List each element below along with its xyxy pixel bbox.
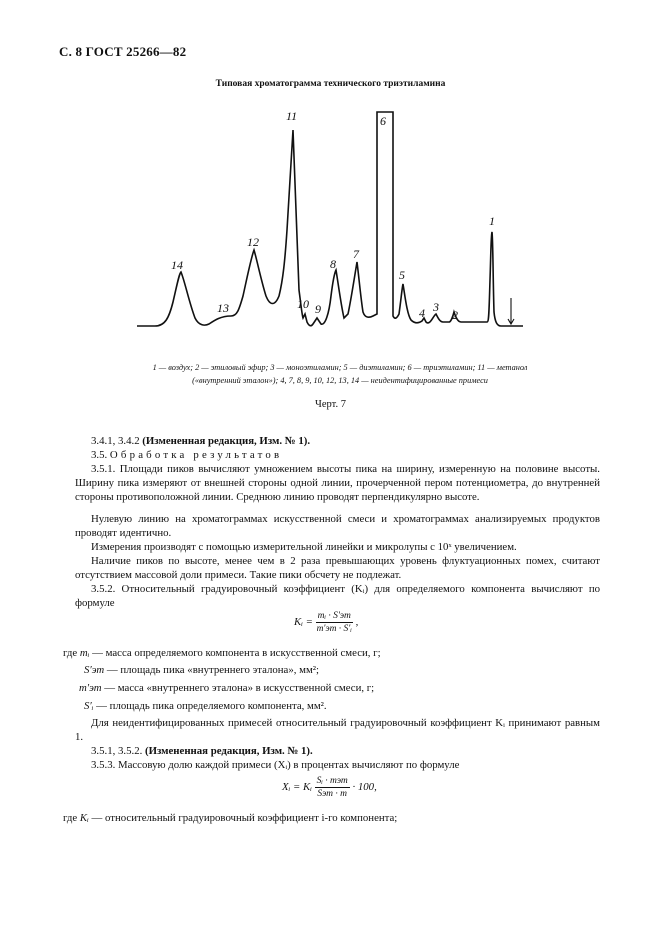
injection-marker-icon	[508, 298, 514, 324]
paragraph-3-5-1: 3.5.1. Площади пиков вычисляют умножением высоты пика на ширину, измеренную на половине высоты. Ширину пика измеряют от внешней стороны одной линии, прочерченной пером потенциометра, до внутренней стороны противоположной линии. Среднюю линию проводят перпендикулярно высоте.	[75, 463, 600, 503]
paragraph-3-5-3: 3.5.3. Массовую долю каждой примеси (Xᵢ) в процентах вычисляют по формуле	[91, 759, 460, 771]
formula-xi	[282, 776, 377, 799]
formula-numerator: Sᵢ · mэт	[316, 776, 348, 786]
formula-numerator: mᵢ · S′эт	[317, 611, 351, 621]
formula-denominator: m′эт · S′ᵢ	[316, 624, 352, 634]
caption-line: («внутренний эталон»); 4, 7, 8, 9, 10, 12, 13, 14 — неидентифицированные примеси	[192, 376, 488, 385]
peak-label-13: 13	[217, 301, 229, 315]
peak-label-12: 12	[247, 235, 259, 249]
peak-label-7: 7	[353, 247, 359, 261]
section-heading: 3.5. Обработка результатов	[91, 449, 283, 461]
formula-ki	[294, 611, 358, 634]
figure-title: Типовая хроматограмма технического триэтиламина	[215, 79, 446, 89]
chromatogram-trace	[137, 112, 523, 326]
formula-lhs: Xᵢ = Kᵢ	[282, 780, 312, 793]
paragraph-measurement: Измерения производят с помощью измерительной линейки и микролупы с 10ˣ увеличением.	[91, 541, 517, 553]
page-header: С. 8 ГОСТ 25266—82	[59, 44, 187, 59]
chromatogram	[125, 100, 545, 332]
definition-m-i: где mᵢ — масса определяемого компонента в искусственной смеси, г;	[63, 647, 381, 659]
formula-tail: · 100,	[352, 780, 377, 793]
figure-caption	[105, 361, 575, 387]
definition-k-i: где Kᵢ — относительный градуировочный коэффициент i-го компонента;	[63, 812, 398, 824]
paragraph-revision-2: 3.5.1, 3.5.2. (Измененная редакция, Изм. № 1).	[91, 745, 313, 757]
peak-label-11: 11	[286, 109, 298, 123]
definition-m-et: m′эт — масса «внутреннего эталона» в искусственной смеси, г;	[79, 682, 375, 694]
definition-s-et: S′эт — площадь пика «внутреннего эталона», мм²;	[84, 664, 320, 676]
figure-number: Черт. 7	[315, 399, 346, 410]
formula-lhs: Kᵢ =	[294, 615, 313, 628]
paragraph-baseline: Нулевую линию на хроматограммах искусственной смеси и хроматограммах анализируемых продуктов проводят идентично.	[75, 513, 600, 539]
paragraph-3-5-2: 3.5.2. Относительный градуировочный коэффициент (Kᵢ) для определяемого компонента вычисляют по формуле	[75, 583, 600, 609]
definition-s-i: S′ᵢ — площадь пика определяемого компонента, мм².	[84, 700, 327, 712]
peak-label-6: 6	[380, 114, 386, 128]
paragraph-unidentified: Для неидентифицированных примесей относительный градуировочный коэффициент Kᵢ принимают равным 1.	[75, 717, 600, 743]
formula-tail: ,	[355, 615, 359, 628]
peak-label-1: 1	[489, 214, 495, 228]
formula-denominator: Sэт · m	[317, 789, 348, 799]
formula-fraction	[316, 611, 353, 634]
peak-label-4: 4	[419, 306, 425, 320]
peak-label-9: 9	[315, 302, 321, 316]
paragraph-revision-1: 3.4.1, 3.4.2 (Измененная редакция, Изм. № 1).	[91, 435, 311, 447]
peak-label-5: 5	[399, 268, 405, 282]
peak-label-8: 8	[330, 257, 336, 271]
formula-fraction	[315, 776, 350, 799]
paragraph-noise: Наличие пиков по высоте, менее чем в 2 раза превышающих уровень флуктуационных помех, считают отсутствием массовой доли примеси. Такие пики обсчету не подлежат.	[75, 555, 600, 581]
peak-label-2: 2	[452, 308, 458, 322]
peak-label-3: 3	[433, 300, 439, 314]
caption-line: 1 — воздух; 2 — этиловый эфир; 3 — моноэтиламин; 5 — диэтиламин; 6 — триэтиламин; 11 — метанол	[152, 363, 528, 372]
peak-label-14: 14	[171, 258, 183, 272]
peak-label-10: 10	[297, 297, 309, 311]
